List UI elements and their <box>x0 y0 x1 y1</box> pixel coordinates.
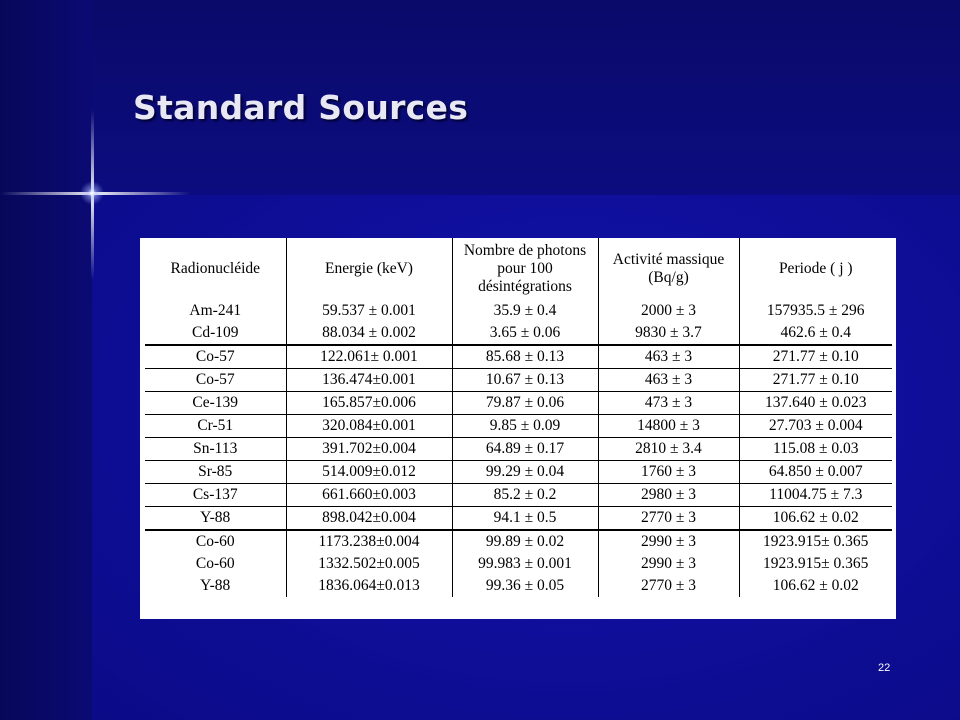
table-cell: 99.89 ± 0.02 <box>452 530 598 553</box>
sources-table <box>145 238 892 597</box>
table-cell: 2980 ± 3 <box>598 484 739 507</box>
table-cell: 106.62 ± 0.02 <box>739 507 892 531</box>
table-row <box>145 461 892 484</box>
table-row <box>145 553 892 575</box>
table-cell: Sr-85 <box>145 461 286 484</box>
table-header-row <box>145 238 892 300</box>
table-cell: 2990 ± 3 <box>598 530 739 553</box>
table-cell: Cr-51 <box>145 415 286 438</box>
table-cell: 115.08 ± 0.03 <box>739 438 892 461</box>
table-cell: 473 ± 3 <box>598 392 739 415</box>
table-cell: Co-57 <box>145 345 286 369</box>
table-row <box>145 300 892 322</box>
slide-title: Standard Sources <box>133 88 469 127</box>
header-activity: Activité massique (Bq/g) <box>598 238 739 300</box>
table-cell: 10.67 ± 0.13 <box>452 369 598 392</box>
table-cell: 2770 ± 3 <box>598 507 739 531</box>
table-cell: 463 ± 3 <box>598 369 739 392</box>
table-row <box>145 345 892 369</box>
table-cell: 79.87 ± 0.06 <box>452 392 598 415</box>
page-number: 22 <box>878 662 891 674</box>
table-cell: Sn-113 <box>145 438 286 461</box>
table-row <box>145 438 892 461</box>
table-cell: 9830 ± 3.7 <box>598 322 739 345</box>
table-row <box>145 484 892 507</box>
table-cell: 1173.238±0.004 <box>286 530 452 553</box>
table-cell: 165.857±0.006 <box>286 392 452 415</box>
table-cell: 661.660±0.003 <box>286 484 452 507</box>
table-cell: 136.474±0.001 <box>286 369 452 392</box>
table-cell: 2770 ± 3 <box>598 575 739 597</box>
table-cell: 1923.915± 0.365 <box>739 530 892 553</box>
table-cell: 271.77 ± 0.10 <box>739 369 892 392</box>
table-cell: 85.2 ± 0.2 <box>452 484 598 507</box>
table-row <box>145 530 892 553</box>
table-row <box>145 415 892 438</box>
table-cell: 271.77 ± 0.10 <box>739 345 892 369</box>
table-cell: 99.983 ± 0.001 <box>452 553 598 575</box>
table-cell: 122.061± 0.001 <box>286 345 452 369</box>
table-cell: 9.85 ± 0.09 <box>452 415 598 438</box>
header-period: Periode ( j ) <box>739 238 892 300</box>
table-row <box>145 322 892 345</box>
table-cell: 2000 ± 3 <box>598 300 739 322</box>
table-cell: Y-88 <box>145 575 286 597</box>
table-cell: 64.850 ± 0.007 <box>739 461 892 484</box>
table-cell: 106.62 ± 0.02 <box>739 575 892 597</box>
header-photons: Nombre de photons pour 100 désintégrations <box>452 238 598 300</box>
table-cell: 137.640 ± 0.023 <box>739 392 892 415</box>
sources-table-container <box>140 238 896 619</box>
table-cell: Ce-139 <box>145 392 286 415</box>
table-cell: 99.36 ± 0.05 <box>452 575 598 597</box>
table-cell: Am-241 <box>145 300 286 322</box>
table-cell: Co-57 <box>145 369 286 392</box>
table-cell: Y-88 <box>145 507 286 531</box>
table-cell: 14800 ± 3 <box>598 415 739 438</box>
table-cell: 2990 ± 3 <box>598 553 739 575</box>
table-row <box>145 369 892 392</box>
table-cell: 514.009±0.012 <box>286 461 452 484</box>
table-cell: 35.9 ± 0.4 <box>452 300 598 322</box>
table-cell: 94.1 ± 0.5 <box>452 507 598 531</box>
header-radionuclide: Radionucléide <box>145 238 286 300</box>
table-cell: Co-60 <box>145 553 286 575</box>
table-row <box>145 392 892 415</box>
table-cell: 64.89 ± 0.17 <box>452 438 598 461</box>
table-cell: 99.29 ± 0.04 <box>452 461 598 484</box>
table-row <box>145 507 892 531</box>
table-cell: 3.65 ± 0.06 <box>452 322 598 345</box>
table-cell: 1836.064±0.013 <box>286 575 452 597</box>
slide-background-left <box>0 0 92 720</box>
table-cell: Cs-137 <box>145 484 286 507</box>
table-cell: 59.537 ± 0.001 <box>286 300 452 322</box>
table-cell: 2810 ± 3.4 <box>598 438 739 461</box>
table-cell: 320.084±0.001 <box>286 415 452 438</box>
table-cell: 1923.915± 0.365 <box>739 553 892 575</box>
table-cell: Cd-109 <box>145 322 286 345</box>
table-cell: Co-60 <box>145 530 286 553</box>
table-cell: 157935.5 ± 296 <box>739 300 892 322</box>
table-cell: 463 ± 3 <box>598 345 739 369</box>
table-cell: 88.034 ± 0.002 <box>286 322 452 345</box>
table-cell: 391.702±0.004 <box>286 438 452 461</box>
table-cell: 85.68 ± 0.13 <box>452 345 598 369</box>
table-cell: 11004.75 ± 7.3 <box>739 484 892 507</box>
table-cell: 1332.502±0.005 <box>286 553 452 575</box>
table-cell: 462.6 ± 0.4 <box>739 322 892 345</box>
table-cell: 898.042±0.004 <box>286 507 452 531</box>
table-cell: 27.703 ± 0.004 <box>739 415 892 438</box>
table-cell: 1760 ± 3 <box>598 461 739 484</box>
header-energy: Energie (keV) <box>286 238 452 300</box>
table-row <box>145 575 892 597</box>
